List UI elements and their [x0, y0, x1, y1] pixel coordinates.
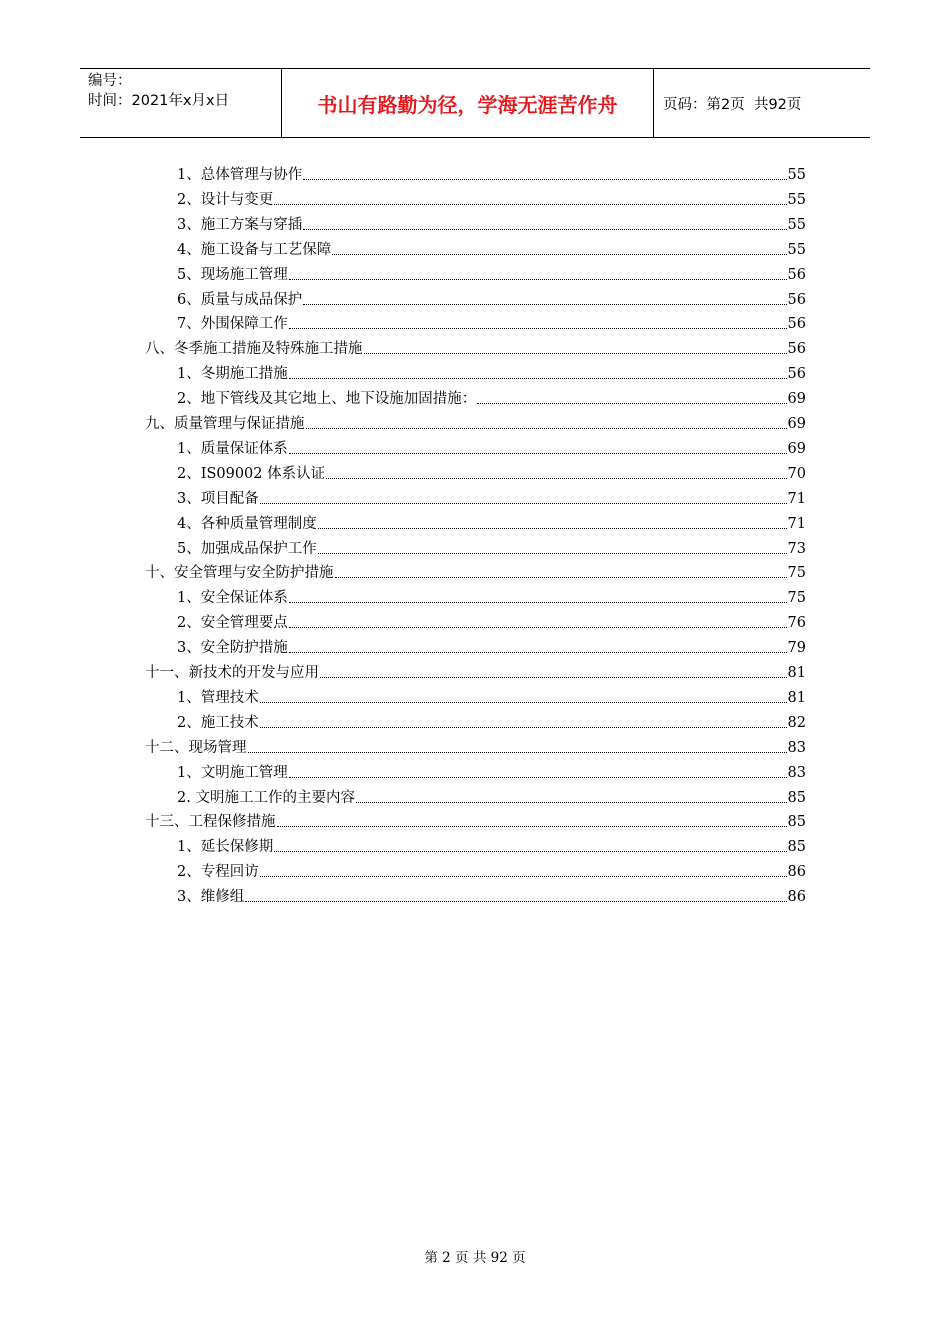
toc-dot-leader	[320, 676, 787, 678]
toc-entry-label: 八、冬季施工措施及特殊施工措施	[145, 341, 363, 358]
toc-entry-page-number: 73	[787, 540, 806, 557]
document-time-label: 时间：2021年x月x日	[88, 93, 230, 109]
toc-entry-page-number: 56	[787, 266, 806, 283]
toc-dot-leader	[332, 253, 786, 255]
toc-entry-label: 3、安全防护措施	[177, 640, 288, 657]
toc-entry[interactable]	[145, 657, 806, 682]
toc-dot-leader	[260, 502, 787, 504]
toc-entry-page-number: 75	[787, 565, 806, 582]
toc-entry[interactable]	[177, 433, 806, 458]
toc-entry-page-number: 55	[787, 216, 806, 233]
toc-entry[interactable]	[177, 607, 806, 632]
document-number-label: 编号：	[88, 73, 132, 89]
toc-dot-leader	[289, 626, 787, 628]
toc-dot-leader	[303, 228, 786, 230]
toc-entry[interactable]	[177, 782, 806, 807]
toc-entry-label: 5、加强成品保护工作	[177, 540, 317, 557]
toc-entry-page-number: 85	[787, 839, 806, 856]
toc-dot-leader	[289, 278, 787, 280]
toc-entry-page-number: 86	[787, 864, 806, 881]
toc-entry[interactable]	[177, 159, 806, 184]
toc-entry[interactable]	[177, 757, 806, 782]
toc-entry-label: 2. 文明施工工作的主要内容	[177, 789, 355, 806]
toc-dot-leader	[274, 203, 786, 205]
toc-entry-page-number: 71	[787, 490, 806, 507]
toc-entry-label: 4、各种质量管理制度	[177, 515, 317, 532]
toc-entry-label: 3、施工方案与穿插	[177, 216, 303, 233]
toc-entry-label: 5、现场施工管理	[177, 266, 288, 283]
toc-dot-leader	[289, 651, 787, 653]
toc-entry-page-number: 82	[787, 714, 806, 731]
toc-dot-leader	[289, 601, 787, 603]
toc-entry-label: 十三、工程保修措施	[145, 814, 276, 831]
toc-entry[interactable]	[177, 259, 806, 284]
toc-entry[interactable]	[177, 209, 806, 234]
toc-entry[interactable]	[177, 234, 806, 259]
toc-dot-leader	[245, 900, 786, 902]
toc-entry[interactable]	[177, 308, 806, 333]
toc-entry-label: 2、地下管线及其它地上、地下设施加固措施：	[177, 391, 477, 408]
toc-entry-page-number: 83	[787, 764, 806, 781]
toc-entry[interactable]	[177, 582, 806, 607]
toc-entry[interactable]	[145, 806, 806, 831]
toc-dot-leader	[303, 303, 786, 305]
toc-entry-label: 九、质量管理与保证措施	[145, 416, 305, 432]
toc-entry-page-number: 55	[787, 191, 806, 208]
toc-entry-label: 1、质量保证体系	[177, 440, 288, 457]
toc-entry-page-number: 81	[787, 665, 806, 681]
toc-entry-page-number: 71	[787, 515, 806, 532]
toc-entry[interactable]	[177, 508, 806, 533]
toc-entry-label: 2、IS09002 体系认证	[177, 465, 326, 482]
toc-entry-label: 3、维修组	[177, 889, 245, 906]
page-header	[80, 68, 870, 138]
toc-entry-page-number: 75	[787, 590, 806, 607]
toc-entry-label: 1、冬期施工措施	[177, 366, 288, 383]
toc-entry[interactable]	[177, 458, 806, 483]
toc-entry-page-number: 69	[787, 440, 806, 457]
toc-dot-leader	[248, 751, 787, 753]
toc-entry-label: 6、质量与成品保护	[177, 291, 303, 308]
toc-dot-leader	[364, 352, 787, 354]
toc-entry[interactable]	[177, 682, 806, 707]
page-footer: 第 2 页 共 92 页	[424, 1250, 526, 1266]
toc-entry-label: 1、总体管理与协作	[177, 167, 303, 183]
toc-dot-leader	[318, 552, 787, 554]
toc-entry-page-number: 86	[787, 889, 806, 906]
toc-entry-page-number: 85	[787, 814, 806, 831]
toc-entry-label: 7、外围保障工作	[177, 316, 288, 333]
toc-entry-label: 十一、新技术的开发与应用	[145, 665, 319, 681]
toc-entry-label: 2、施工技术	[177, 714, 259, 731]
toc-entry-page-number: 69	[787, 391, 806, 408]
header-page-info: 页码：第2页 共92页	[663, 96, 802, 113]
toc-entry[interactable]	[145, 333, 806, 358]
toc-entry-page-number: 76	[787, 615, 806, 632]
toc-entry[interactable]	[177, 358, 806, 383]
toc-entry-label: 1、文明施工管理	[177, 764, 288, 781]
toc-entry[interactable]	[177, 383, 806, 408]
toc-dot-leader	[274, 850, 786, 852]
toc-entry-page-number: 81	[787, 689, 806, 706]
toc-entry[interactable]	[177, 483, 806, 508]
toc-entry-label: 2、安全管理要点	[177, 615, 288, 632]
toc-entry[interactable]	[177, 184, 806, 209]
header-meta	[80, 69, 282, 137]
toc-entry-page-number: 56	[787, 316, 806, 333]
toc-entry-page-number: 56	[787, 341, 806, 358]
toc-entry-label: 2、设计与变更	[177, 191, 274, 208]
toc-dot-leader	[477, 402, 786, 404]
toc-entry-label: 2、专程回访	[177, 864, 259, 881]
toc-entry-label: 3、项目配备	[177, 490, 259, 507]
toc-entry-page-number: 83	[787, 739, 806, 756]
toc-entry-page-number: 55	[787, 241, 806, 258]
toc-dot-leader	[335, 576, 787, 578]
toc-entry[interactable]	[177, 881, 806, 906]
toc-dot-leader	[356, 801, 787, 803]
toc-dot-leader	[289, 776, 787, 778]
toc-entry-page-number: 85	[787, 789, 806, 806]
toc-entry-label: 十、安全管理与安全防护措施	[145, 565, 334, 582]
toc-dot-leader	[289, 327, 787, 329]
toc-entry[interactable]	[177, 632, 806, 657]
header-motto: 书山有路勤为径，学海无涯苦作舟	[282, 69, 654, 137]
toc-dot-leader	[289, 377, 787, 379]
toc-dot-leader	[303, 178, 786, 180]
toc-dot-leader	[277, 825, 787, 827]
toc-entry[interactable]	[177, 831, 806, 856]
toc-entry-label: 1、管理技术	[177, 689, 259, 706]
toc-entry[interactable]	[145, 732, 806, 757]
toc-entry-label: 1、安全保证体系	[177, 590, 288, 607]
toc-entry[interactable]	[177, 533, 806, 558]
toc-dot-leader	[289, 452, 787, 454]
toc-entry-label: 4、施工设备与工艺保障	[177, 241, 332, 258]
toc-entry-page-number: 69	[787, 416, 806, 432]
toc-entry[interactable]	[145, 557, 806, 582]
toc-entry-page-number: 56	[787, 366, 806, 383]
toc-dot-leader	[260, 726, 787, 728]
toc-entry[interactable]	[177, 707, 806, 732]
toc-dot-leader	[260, 875, 787, 877]
toc-entry-page-number: 56	[787, 291, 806, 308]
toc-entry-page-number: 70	[787, 465, 806, 482]
toc-dot-leader	[306, 427, 787, 429]
toc-entry-label: 1、延长保修期	[177, 839, 274, 856]
toc-entry-page-number: 55	[787, 167, 806, 183]
toc-dot-leader	[318, 527, 787, 529]
toc-dot-leader	[326, 477, 786, 479]
toc-entry[interactable]	[177, 856, 806, 881]
toc-entry[interactable]	[145, 408, 806, 433]
toc-entry[interactable]	[177, 284, 806, 309]
toc-entry-page-number: 79	[787, 640, 806, 657]
toc-dot-leader	[260, 701, 787, 703]
toc-entry-label: 十二、现场管理	[145, 739, 247, 756]
